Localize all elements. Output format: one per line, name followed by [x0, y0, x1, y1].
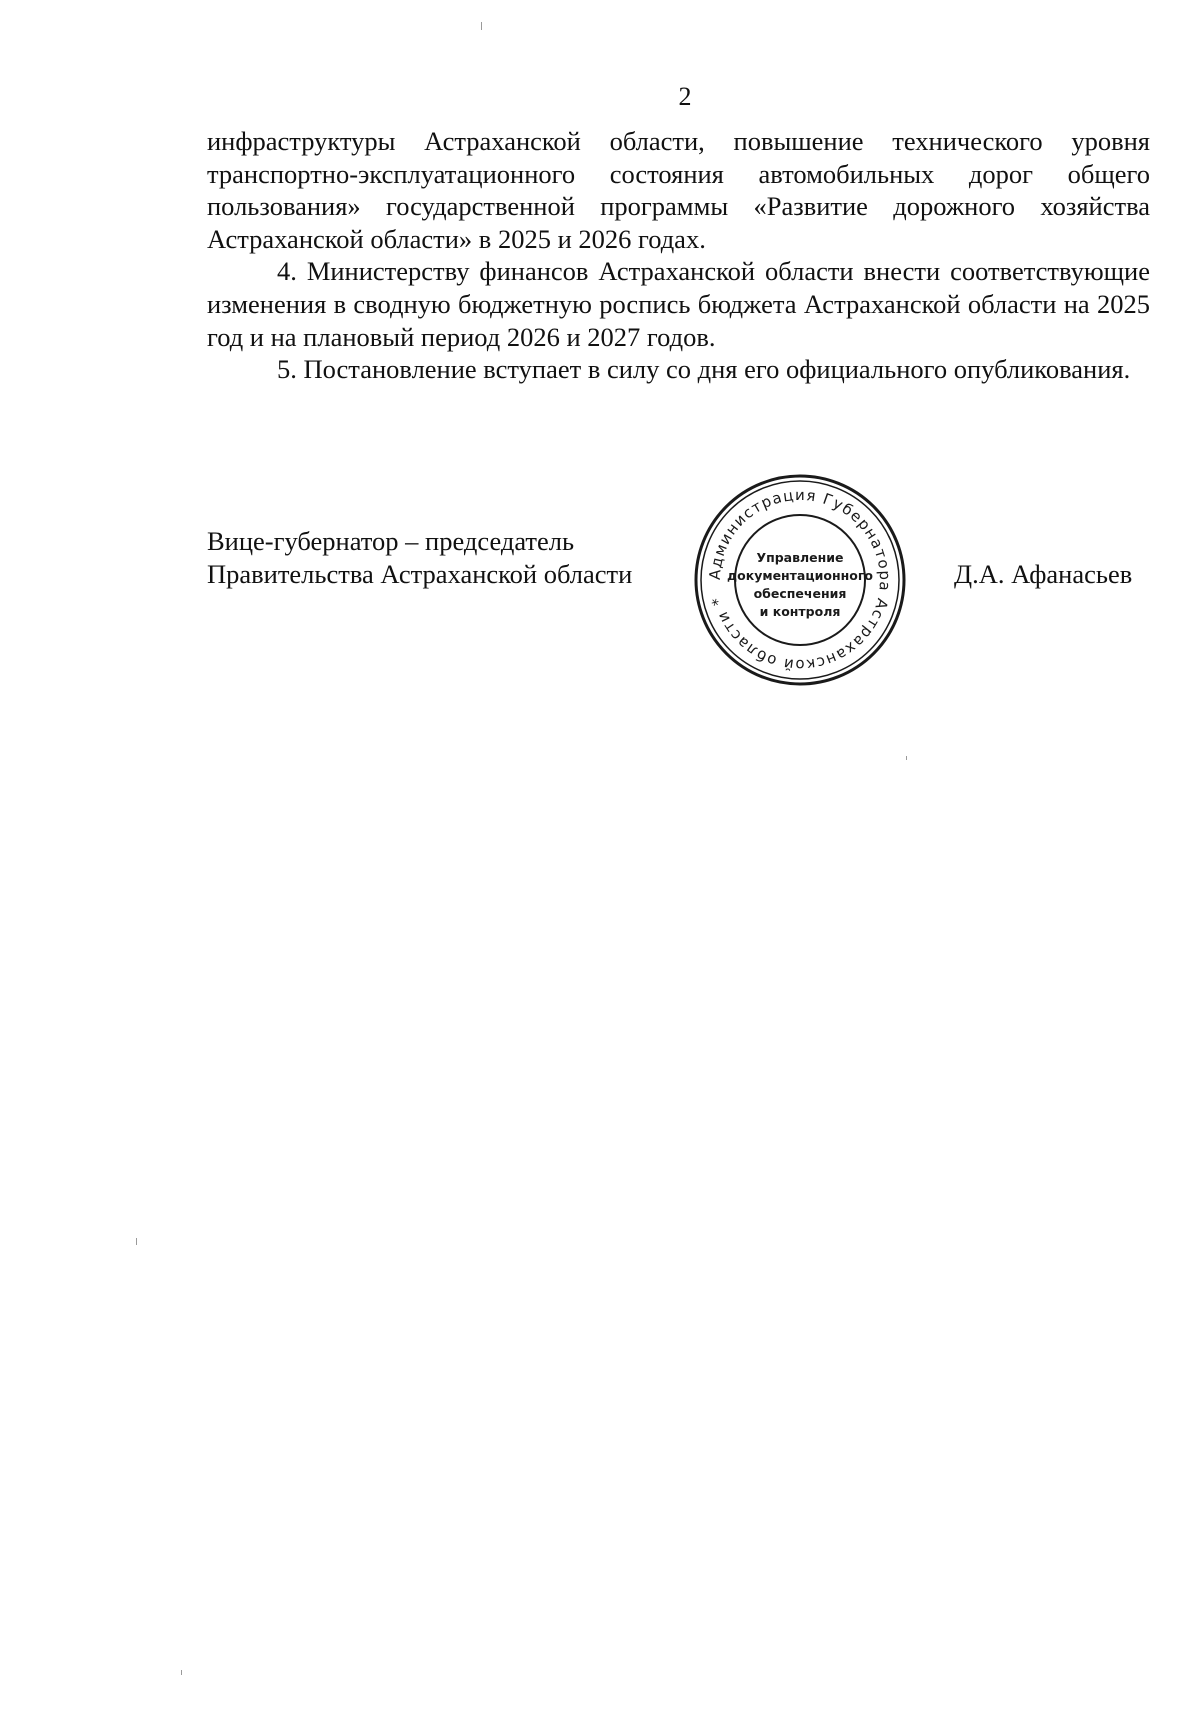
page-number: 2 [678, 82, 692, 111]
document-body [207, 125, 1150, 386]
scan-speck [481, 22, 482, 30]
scan-speck [906, 756, 907, 760]
stamp-inner-line4: и контроля [759, 604, 841, 619]
signer-name: Д.А. Афанасьев [954, 559, 1133, 589]
paragraph-continuation: инфраструктуры Астраханской области, повышение технического уровня транспортно-эксплуатационного состояния автомобильных дорог общего пользования» государственной программы «Развитие дорожного хозяйства Астраханской области» в 2025 и 2026 годах. [207, 126, 1150, 254]
signature-position [207, 525, 767, 590]
stamp-inner-line1: Управление [756, 550, 844, 565]
official-stamp [690, 470, 910, 690]
stamp-inner-line2: документационного [727, 568, 873, 583]
stamp-seal-icon [690, 470, 910, 690]
stamp-outer-text: Администрация Губернатора Астраханской области * [705, 485, 895, 675]
paragraph-item-4: 4. Министерству финансов Астраханской области внести соответствующие изменения в сводную бюджетную роспись бюджета Астраханской области на 2025 год и на плановый период 2026 и 2027 годов. [207, 256, 1150, 352]
signature-position-line2: Правительства Астраханской области [207, 558, 633, 589]
signature-position-line1: Вице-губернатор – председатель [207, 526, 575, 556]
scan-speck [136, 1238, 137, 1245]
paragraph-item-5: 5. Постановление вступает в силу со дня его официального опубликования. [277, 354, 1131, 385]
scan-speck [181, 1670, 182, 1675]
stamp-inner-line3: обеспечения [753, 586, 847, 601]
